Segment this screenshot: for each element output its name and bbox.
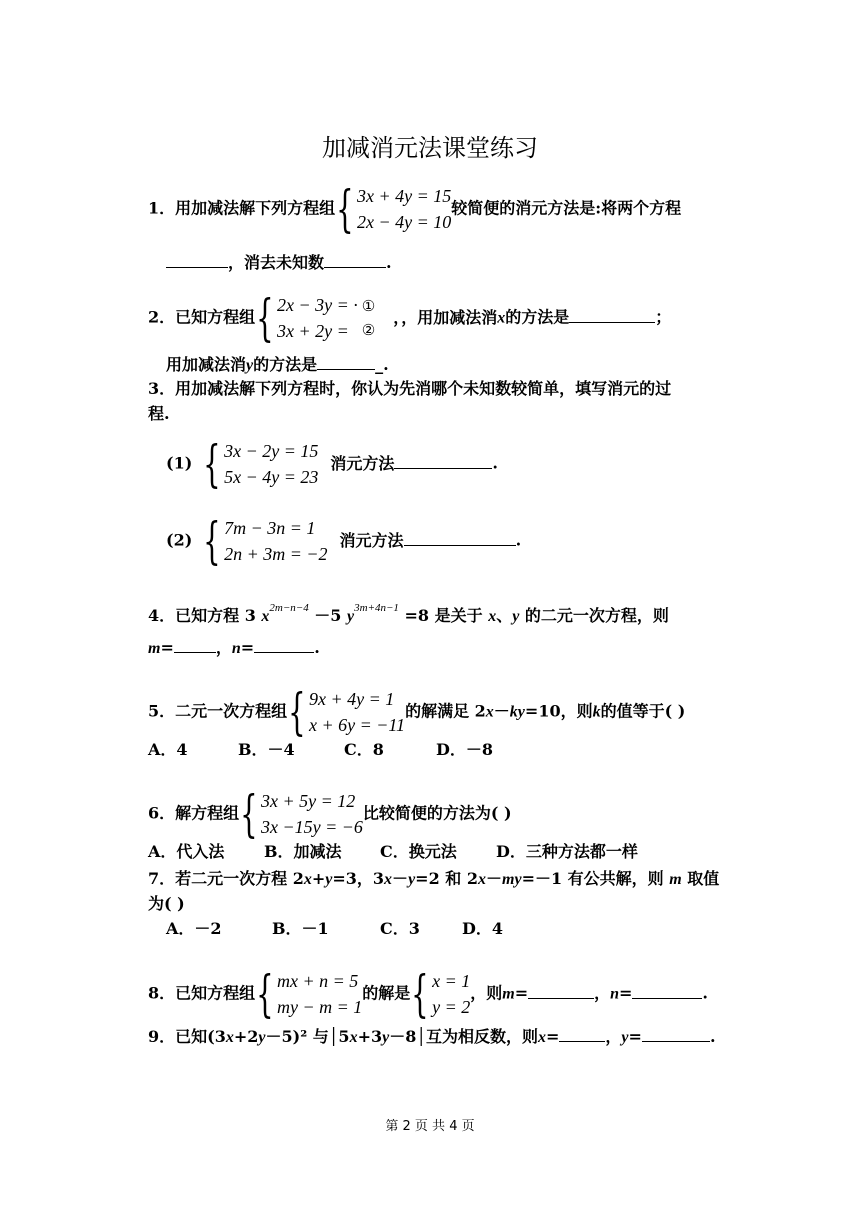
brace-icon: { (336, 180, 354, 238)
q7-var-y1: y (325, 871, 333, 888)
q5-option-c[interactable]: C．8 (344, 740, 384, 759)
q7-text-a: 7．若二元一次方程 2 (148, 869, 304, 888)
question-6-options (148, 841, 638, 863)
q5-var-x: x (485, 703, 494, 721)
question-3: 3．用加减法解下列方程时，你认为先消哪个未知数较简单，填写消元的过 (148, 379, 672, 398)
q1-number: 1． (148, 198, 176, 218)
q1-answer-blank-2[interactable] (324, 251, 386, 268)
q9-var-x: x (538, 1029, 546, 1046)
q9-var-y1: y (258, 1029, 266, 1046)
q2-line2-text-a: 用加减法消 (166, 355, 247, 374)
q4-text-b: －5 (314, 606, 342, 625)
q8-eq-n: = (619, 983, 633, 1003)
question-3-part-1 (166, 435, 498, 493)
q8-eq-m: = (514, 983, 529, 1003)
q1-text-mid: ，消去未知数 (228, 253, 325, 272)
q7-text-b: + (311, 869, 326, 888)
q2-mark-1: ① (361, 297, 376, 315)
q5-option-a[interactable]: A．4 (148, 740, 188, 759)
q7-option-a[interactable]: A．－2 (166, 919, 222, 938)
q8-text-a: ，则 (470, 983, 503, 1003)
q8-number: 8． (148, 983, 176, 1003)
q6-equation-2: 3x −15y = −6 (260, 817, 363, 837)
q7-option-b[interactable]: B．－1 (272, 919, 329, 938)
q9-answer-blank-x[interactable] (559, 1025, 605, 1042)
question-5-options (148, 739, 493, 761)
q9-eq-x: = (546, 1027, 560, 1046)
q2-answer-blank-1[interactable] (569, 306, 655, 323)
q6-option-c[interactable]: C．换元法 (380, 842, 457, 861)
q9-text-d: +3 (357, 1027, 383, 1046)
q5-text-a: 的解满足 2 (405, 701, 486, 721)
question-7 (148, 868, 719, 891)
q3-p2-equation-2: 2n + 3m = −2 (224, 544, 328, 564)
q8-equation-2: my − m = 1 (276, 997, 363, 1017)
q4-answer-blank-m[interactable] (174, 636, 216, 653)
q2-line2-text-b: 的方法是 (253, 355, 318, 374)
q2-text-pre: 已知方程组 (175, 307, 256, 327)
brace-icon: { (288, 683, 306, 741)
q2-equation-system (255, 289, 376, 347)
q5-text-c: =10，则 (524, 701, 593, 721)
question-2 (148, 289, 672, 347)
q8-text-b: ， (594, 983, 611, 1003)
q4-text-c: =8 是关于 (404, 606, 483, 625)
q3-p1-equation-1: 3x − 2y = 15 (224, 441, 319, 461)
q5-equation-system (287, 683, 406, 741)
brace-icon: { (256, 289, 274, 347)
q2-var-y: y (246, 357, 254, 374)
q5-equation-1: 9x + 4y = 1 (308, 689, 395, 709)
q8-equation-system (255, 965, 363, 1023)
q3-p2-label: (2) (166, 530, 193, 550)
q5-option-b[interactable]: B．－4 (238, 740, 295, 759)
q6-option-d[interactable]: D．三种方法都一样 (496, 842, 638, 861)
q9-var-x1: x (225, 1029, 234, 1046)
question-3-line-2: 程. (148, 404, 170, 423)
q6-text-pre: 解方程组 (175, 803, 240, 823)
question-5 (148, 683, 686, 741)
q9-text-c: －5)² 与│5 (265, 1027, 350, 1046)
question-1 (148, 180, 682, 238)
question-4-line-2 (148, 636, 320, 660)
question-7-options (166, 918, 503, 940)
page-title: 加减消元法课堂练习 (322, 134, 538, 162)
q4-text-d: 、 (496, 606, 513, 625)
q9-text-a: 9．已知(3 (148, 1027, 226, 1046)
q4-text-end: . (314, 638, 320, 657)
q4-answer-blank-n[interactable] (254, 636, 314, 653)
q8-solution-1: x = 1 (432, 971, 471, 991)
q9-text-end: . (709, 1027, 716, 1046)
q3-p2-equation-1: 7m − 3n = 1 (224, 518, 316, 538)
q4-eq-n: = (240, 638, 255, 657)
q3-p1-end: . (492, 453, 498, 473)
q6-equation-1: 3x + 5y = 12 (260, 791, 356, 811)
q6-option-b[interactable]: B．加减法 (264, 842, 342, 861)
q9-var-y2: y (382, 1029, 390, 1046)
q8-var-n: n (610, 985, 620, 1003)
q3-p1-equation-2: 5x − 4y = 23 (224, 467, 319, 487)
q9-text-b: +2 (233, 1027, 259, 1046)
q8-text-pre: 已知方程组 (175, 983, 256, 1003)
q8-answer-blank-m[interactable] (528, 982, 594, 999)
q7-var-x2: x (384, 871, 393, 888)
brace-icon: { (411, 965, 429, 1023)
q7-var-x1: x (303, 871, 312, 888)
q3-p2-answer-blank[interactable] (404, 529, 516, 546)
q2-text-a: ，，用加减法消 (393, 307, 498, 327)
q5-text-b: － (493, 701, 510, 721)
q1-equation-1: 3x + 4y = 15 (356, 186, 452, 206)
q2-text-c: ； (655, 307, 672, 327)
q1-equation-2: 2x − 4y = 10 (356, 212, 452, 232)
q9-var-x2: x (349, 1029, 358, 1046)
q8-solution-2: y = 2 (432, 997, 471, 1017)
question-7-line-2: 为( ) (148, 894, 185, 913)
q7-text-e: =2 和 2 (415, 869, 478, 888)
q5-var-ky: ky (509, 703, 525, 721)
q6-number: 6． (148, 803, 176, 823)
q4-text-y: y (512, 608, 520, 625)
q7-var-m: m (669, 871, 682, 888)
q2-equation-2: 3x + 2y = (276, 321, 349, 341)
q8-var-m: m (502, 985, 515, 1003)
q9-text-e: －8│互为相反数，则 (389, 1027, 538, 1046)
q4-exponent-2: 3m+4n−1 (354, 602, 399, 614)
q1-equation-system (335, 180, 452, 238)
q3-p1-label: (1) (166, 453, 193, 473)
question-4 (148, 597, 669, 628)
q9-var-y: y (621, 1029, 629, 1046)
q9-answer-blank-y[interactable] (642, 1025, 710, 1042)
q1-answer-blank-1[interactable] (166, 251, 228, 268)
q3-p1-answer-blank[interactable] (394, 452, 492, 469)
page-footer: 第 2 页 共 4 页 (385, 1119, 475, 1134)
q5-number: 5． (148, 701, 176, 721)
q6-equation-system (239, 785, 363, 843)
q2-number: 2． (148, 307, 176, 327)
question-9 (148, 1025, 716, 1049)
q3-p1-text: 消元方法 (330, 453, 395, 473)
q6-text-post: 比较简便的方法为( ) (362, 803, 512, 823)
q7-var-my: my (502, 871, 522, 888)
q7-text-c: =3，3 (332, 869, 385, 888)
q5-var-k: k (592, 703, 601, 721)
q2-line2-text-c: _. (375, 355, 389, 374)
q5-text-pre: 二元一次方程组 (175, 701, 288, 721)
q2-var-x: x (497, 309, 506, 327)
q3-p2-text: 消元方法 (339, 530, 404, 550)
q7-text-h: 取值 (687, 869, 720, 888)
q7-option-c[interactable]: C．3 (380, 919, 420, 938)
q5-option-d[interactable]: D．－8 (436, 740, 494, 759)
q8-answer-blank-n[interactable] (632, 982, 702, 999)
q1-text-pre: 用加减法解下列方程组 (175, 198, 336, 218)
q4-exponent-1: 2m−n−4 (269, 602, 309, 614)
q7-var-x3: x (478, 871, 486, 888)
q1-text-post: 较简便的消元方法是:将两个方程 (451, 198, 682, 218)
question-2-line-2 (166, 353, 389, 377)
q3-p2-end: . (515, 530, 522, 550)
q4-var-n: n (231, 640, 241, 657)
q4-var-m: m (148, 640, 161, 657)
q2-equation-1: 2x − 3y = · (276, 295, 358, 315)
q6-option-a[interactable]: A．代入法 (148, 842, 225, 861)
q8-text-end: . (702, 983, 708, 1003)
q7-text-d: － (392, 869, 409, 888)
q8-equation-1: mx + n = 5 (276, 971, 359, 991)
brace-icon: { (256, 965, 274, 1023)
q4-var-x: x (261, 608, 270, 625)
q7-text-g: =－1 有公共解，则 (521, 869, 664, 888)
q7-text-f: － (486, 869, 503, 888)
brace-icon: { (240, 785, 258, 843)
q9-eq-y: = (628, 1027, 642, 1046)
q4-var-y: y (347, 608, 355, 625)
q4-text-e: 的二元一次方程，则 (524, 606, 669, 625)
q8-text-mid: 的解是 (362, 983, 411, 1003)
brace-icon: { (203, 435, 221, 493)
q4-text-mid: ， (215, 638, 232, 657)
q7-var-y2: y (408, 871, 416, 888)
q7-option-d[interactable]: D．4 (462, 919, 504, 938)
q4-eq-m: = (160, 638, 174, 657)
q8-solution-system (410, 965, 471, 1023)
brace-icon: { (203, 512, 221, 570)
question-6 (148, 785, 512, 843)
q2-answer-blank-2[interactable] (317, 353, 375, 370)
q4-text-x: x (488, 608, 497, 625)
question-8 (148, 965, 708, 1023)
question-1-line-2 (166, 251, 392, 274)
question-3-part-2 (166, 512, 522, 570)
q3-p1-equation-system (192, 435, 319, 493)
q2-text-b: 的方法是 (505, 307, 570, 327)
q4-text-a: 4．已知方程 3 (148, 606, 256, 625)
q2-mark-2: ② (361, 321, 376, 339)
q9-text-f: ， (605, 1027, 622, 1046)
q1-text-end: . (386, 253, 392, 272)
q3-p2-equation-system (192, 512, 328, 570)
q5-equation-2: x + 6y = −11 (308, 715, 406, 735)
q5-text-d: 的值等于( ) (600, 701, 686, 721)
